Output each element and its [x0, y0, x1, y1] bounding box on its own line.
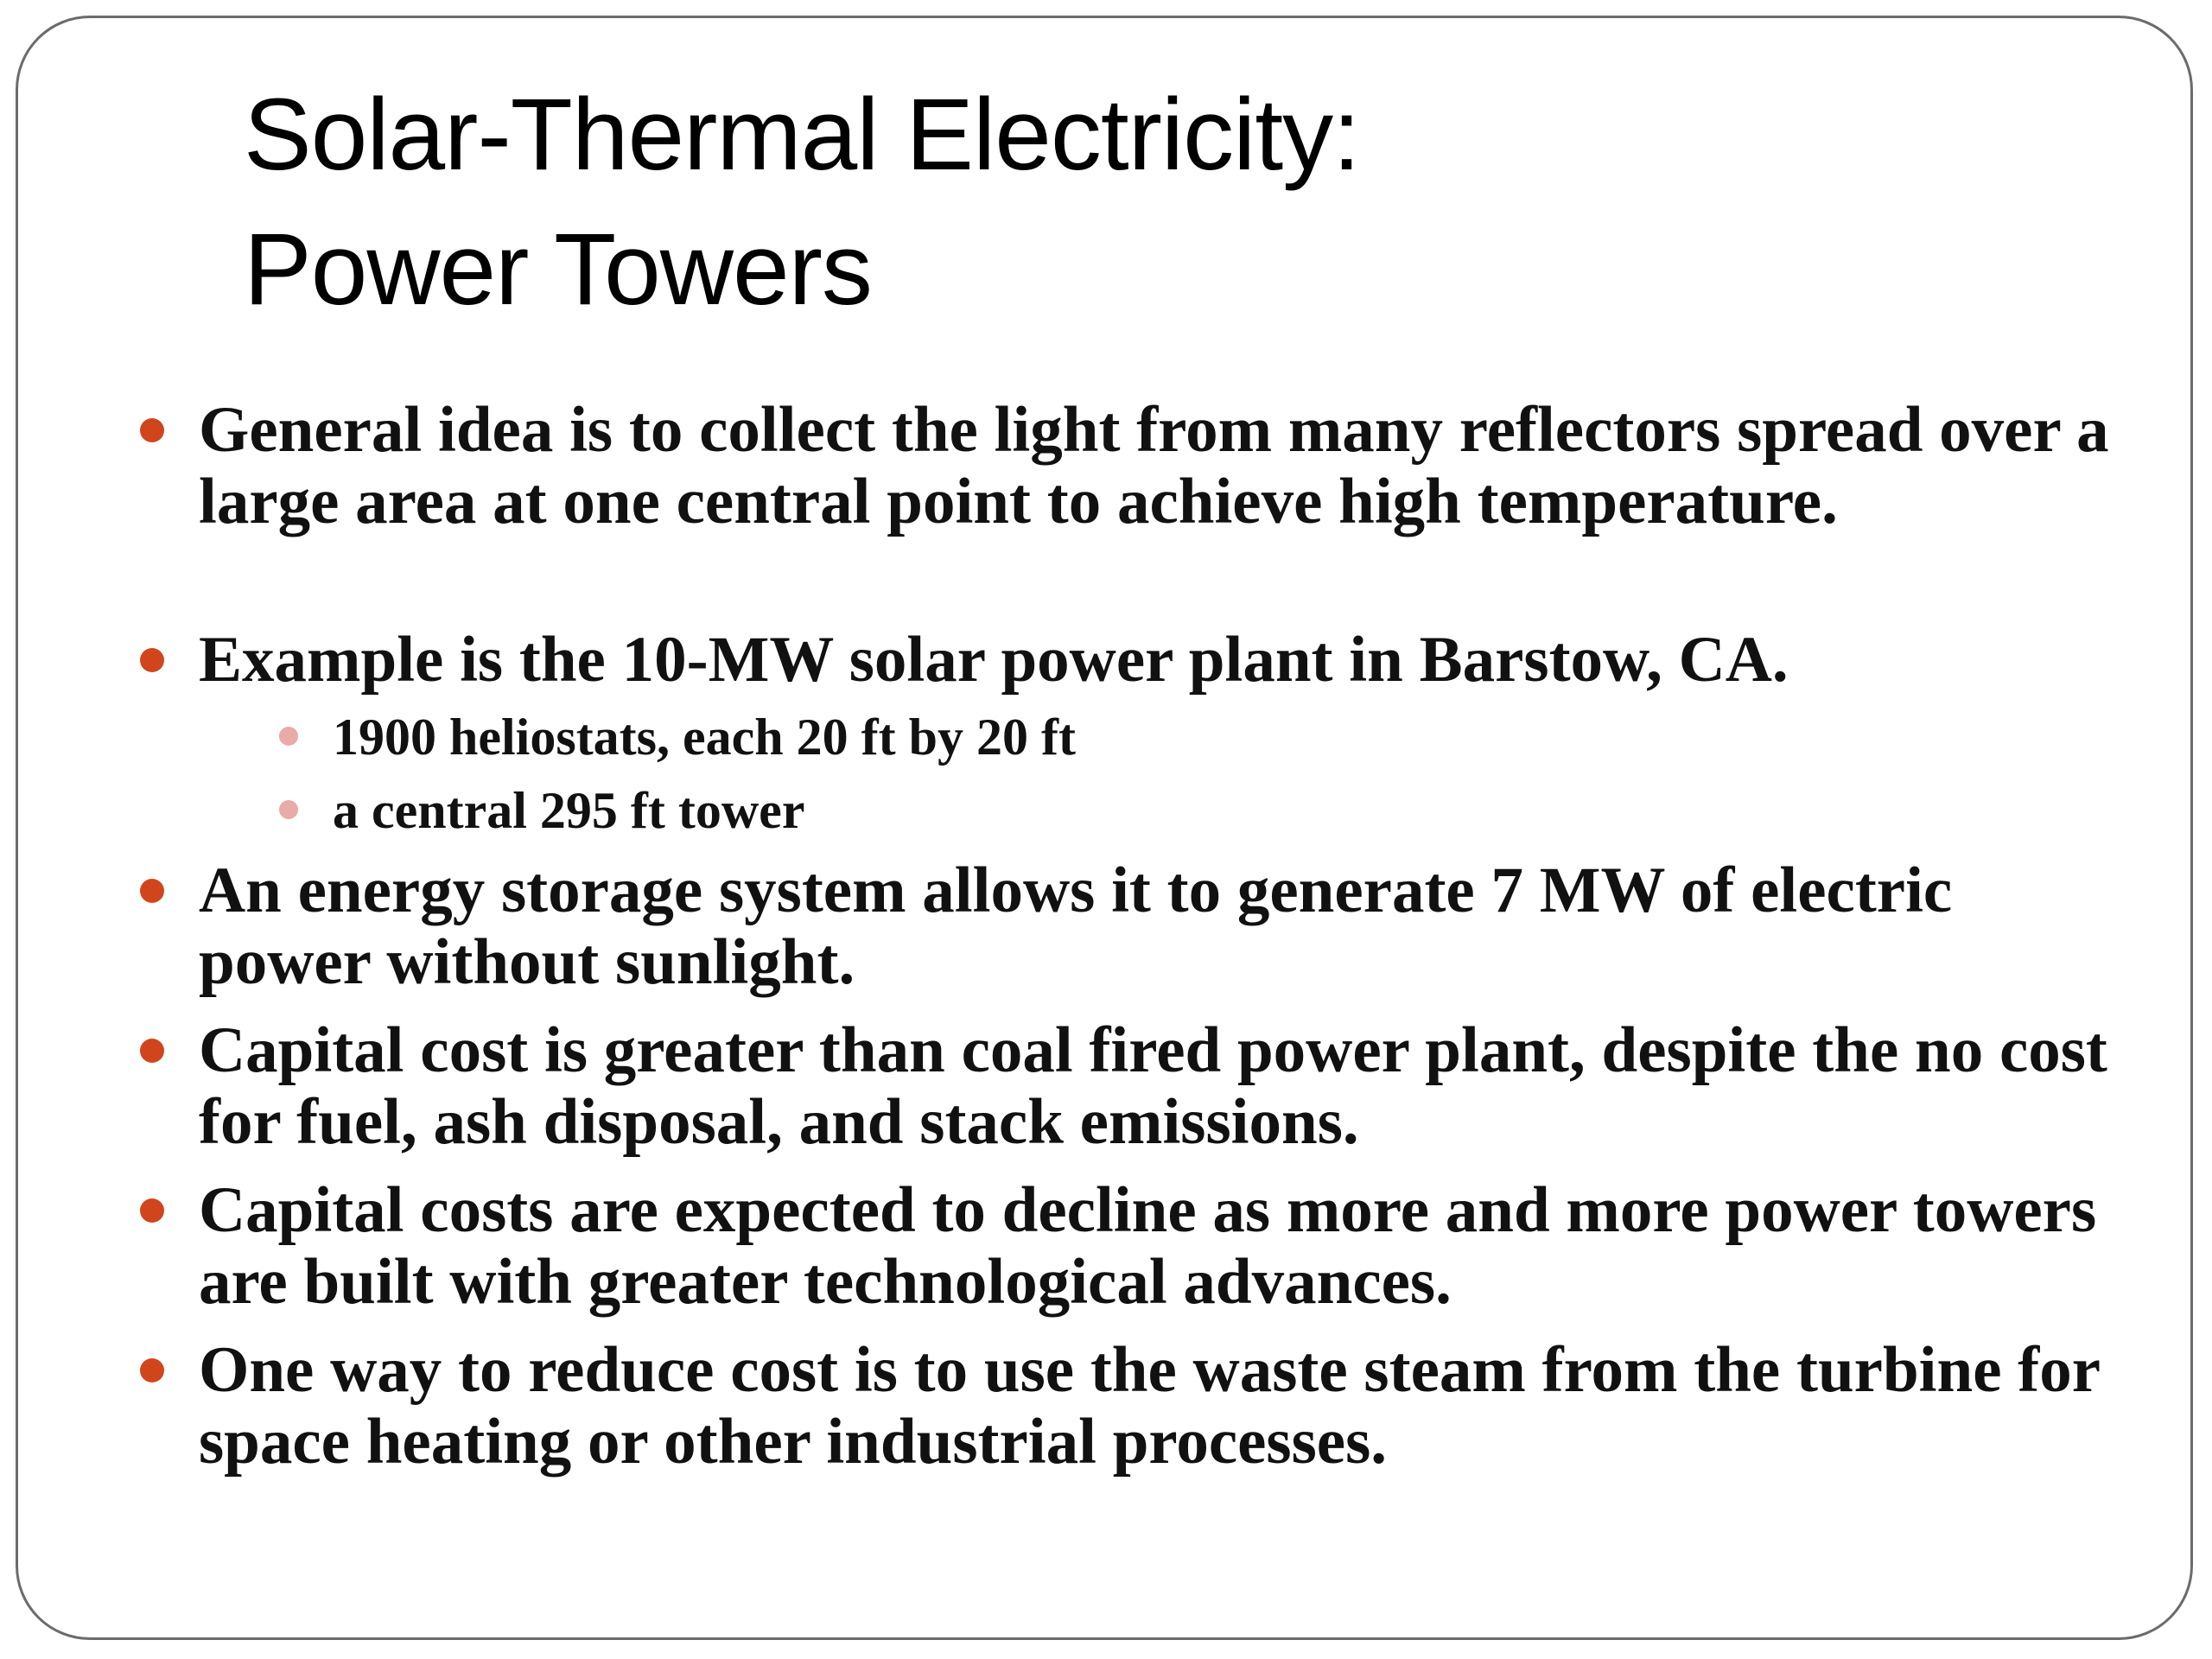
sub-bullet-item	[333, 707, 2061, 767]
sub-bullet-text: 1900 heliostats, each 20 ft by 20 ft	[333, 709, 1076, 766]
bullet-item	[199, 1174, 2126, 1318]
bullet-text: Capital cost is greater than coal fired power plant, despite the no cost for fuel, ash disposal, and stack emissions.	[199, 1014, 2107, 1158]
bullet-item	[199, 1014, 2126, 1158]
bullet-dot-icon	[140, 879, 164, 903]
bullet-dot-icon	[140, 418, 164, 442]
sub-bullet-dot-icon	[279, 800, 298, 819]
sub-bullet-item	[333, 780, 2061, 841]
bullet-text: Example is the 10-MW solar power plant in Barstow, CA.	[199, 624, 1789, 696]
bullet-dot-icon	[140, 648, 164, 672]
bullet-dot-icon	[140, 1358, 164, 1382]
bullet-text: Capital costs are expected to decline as more and more power towers are built with greater technological advances.	[199, 1174, 2097, 1318]
bullet-text: One way to reduce cost is to use the waste steam from the turbine for space heating or other industrial processes.	[199, 1334, 2100, 1478]
bullet-item	[199, 1334, 2126, 1478]
bullet-item	[199, 624, 2126, 696]
bullet-text: An energy storage system allows it to generate 7 MW of electric power without sunlight.	[199, 855, 1953, 998]
slide-title-line-1: Solar-Thermal Electricity:	[244, 78, 1360, 192]
bullet-item	[199, 394, 2126, 537]
bullet-dot-icon	[140, 1198, 164, 1223]
bullet-text: General idea is to collect the light from many reflectors spread over a large area at one central point to achieve high temperature.	[199, 394, 2109, 537]
sub-bullet-text: a central 295 ft tower	[333, 782, 805, 839]
sub-bullet-dot-icon	[279, 727, 298, 746]
bullet-item	[199, 855, 2126, 998]
slide-title-line-2: Power Towers	[244, 213, 872, 327]
bullet-dot-icon	[140, 1039, 164, 1063]
